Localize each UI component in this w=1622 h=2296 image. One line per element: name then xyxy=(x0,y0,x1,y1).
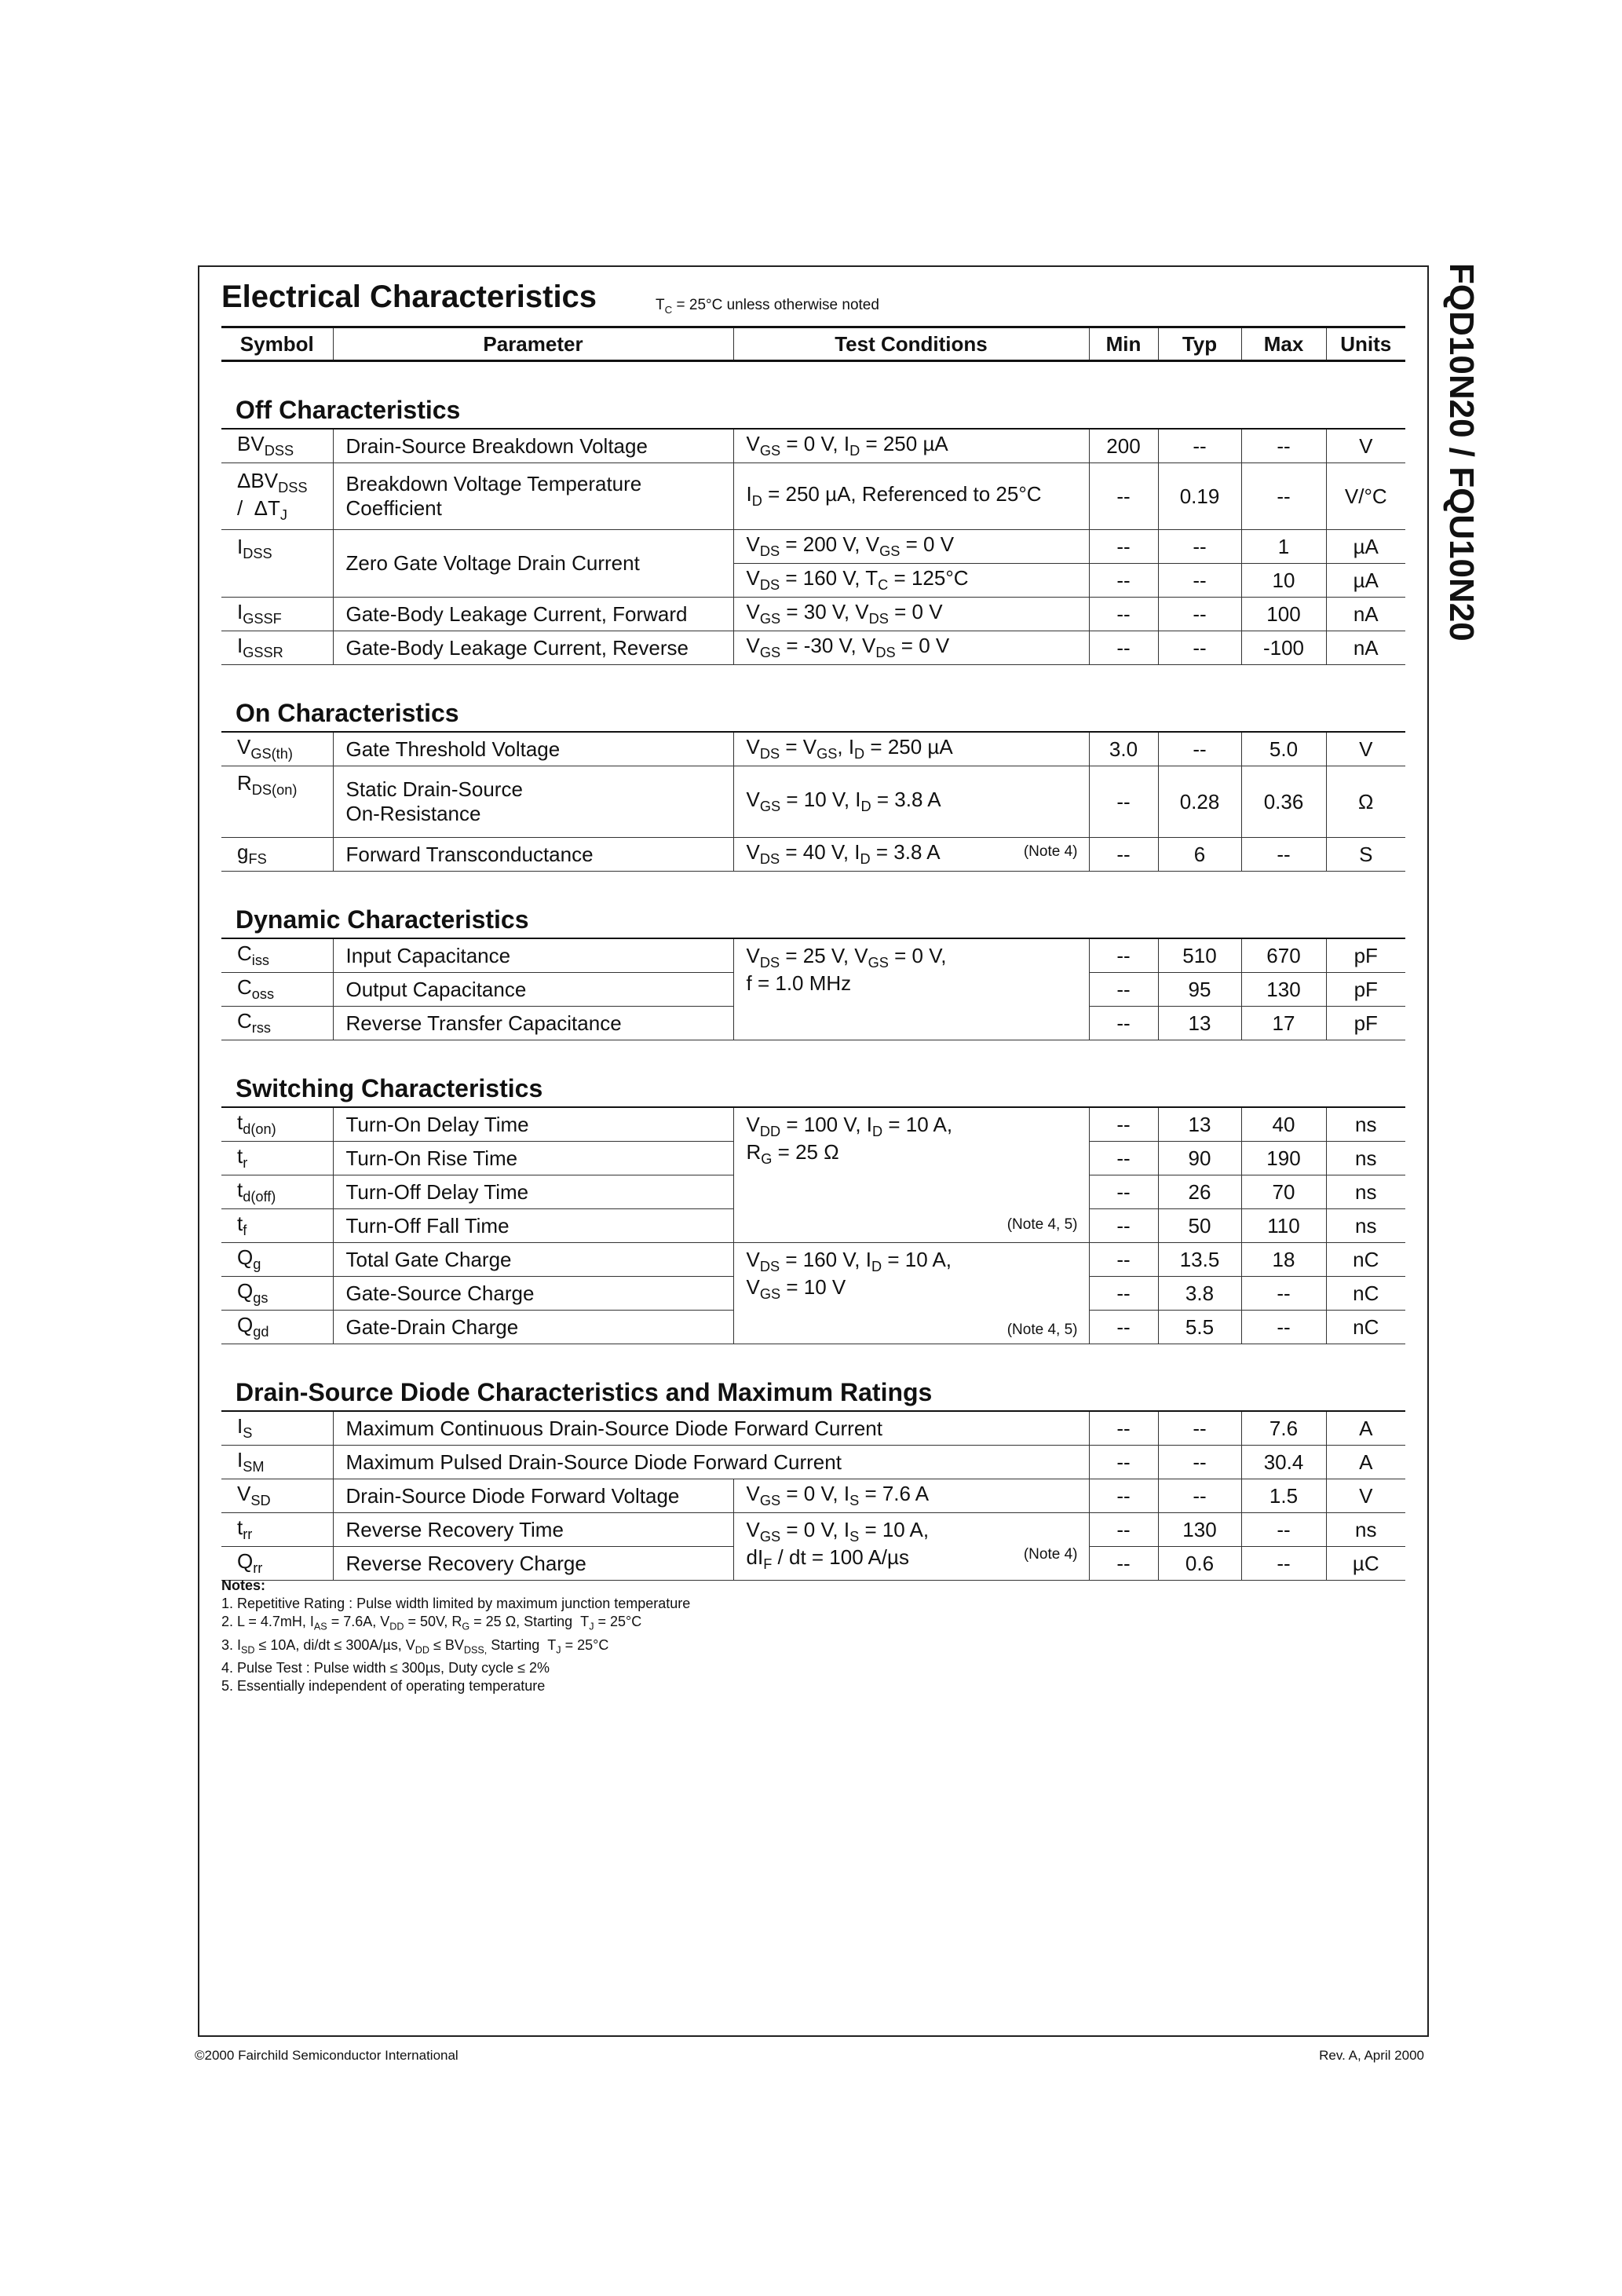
typ-cell: 13.5 xyxy=(1158,1243,1241,1277)
typ-cell: 95 xyxy=(1158,973,1241,1007)
col-min: Min xyxy=(1089,327,1158,361)
parameter-cell: Turn-Off Delay Time xyxy=(333,1175,733,1209)
min-cell: -- xyxy=(1089,1107,1158,1142)
note-ref: (Note 4) xyxy=(1023,843,1078,861)
typ-cell: -- xyxy=(1158,1446,1241,1479)
min-cell: -- xyxy=(1089,1209,1158,1243)
symbol-cell: $g_{FS}$ xyxy=(221,838,333,872)
parameter-cell: Reverse Recovery Time xyxy=(333,1513,733,1547)
max-cell: 40 xyxy=(1241,1107,1326,1142)
max-cell: -- xyxy=(1241,429,1326,463)
typ-cell: 130 xyxy=(1158,1513,1241,1547)
max-cell: 7.6 xyxy=(1241,1411,1326,1446)
condition-cell: $V_{GS} = 10$ V, $I_D = 3.8$ A xyxy=(733,766,1089,838)
note-ref: (Note 4) xyxy=(1023,1546,1078,1563)
condition-cell: $V_{GS} = 0$ V, $I_S = 10$ A, $dI_F$ / dt = 100 A/µs (Note 4) xyxy=(733,1513,1089,1581)
typ-cell: 0.28 xyxy=(1158,766,1241,838)
typ-cell: -- xyxy=(1158,1479,1241,1513)
typ-cell: 3.8 xyxy=(1158,1277,1241,1311)
table-row xyxy=(221,1513,1405,1547)
min-cell: -- xyxy=(1089,1243,1158,1277)
parameter-cell: Zero Gate Voltage Drain Current xyxy=(333,530,733,598)
symbol-cell: $I_{GSSF}$ xyxy=(221,598,333,631)
parameter-cell: Gate-Body Leakage Current, Forward xyxy=(333,598,733,631)
section-heading: Off Characteristics xyxy=(221,361,1405,430)
parameter-cell: Gate-Drain Charge xyxy=(333,1311,733,1344)
parameter-cell: Input Capacitance xyxy=(333,938,733,973)
max-cell: 190 xyxy=(1241,1142,1326,1175)
col-typ: Typ xyxy=(1158,327,1241,361)
typ-cell: 5.5 xyxy=(1158,1311,1241,1344)
symbol-cell: $t_{d(on)}$ xyxy=(221,1107,333,1142)
units-cell: nC xyxy=(1326,1243,1405,1277)
condition-cell: $V_{GS} = -30$ V, $V_{DS} = 0$ V xyxy=(733,631,1089,665)
units-cell: Ω xyxy=(1326,766,1405,838)
col-symbol: Symbol xyxy=(221,327,333,361)
symbol-cell: $C_{rss}$ xyxy=(221,1007,333,1040)
max-cell: -- xyxy=(1241,1277,1326,1311)
parameter-cell: Turn-Off Fall Time xyxy=(333,1209,733,1243)
parameter-cell: Maximum Continuous Drain-Source Diode Forward Current xyxy=(333,1411,1089,1446)
electrical-characteristics-table xyxy=(221,326,1405,1581)
max-cell: 30.4 xyxy=(1241,1446,1326,1479)
units-cell: nA xyxy=(1326,631,1405,665)
units-cell: µC xyxy=(1326,1547,1405,1581)
typ-cell: 0.19 xyxy=(1158,463,1241,530)
max-cell: 670 xyxy=(1241,938,1326,973)
min-cell: -- xyxy=(1089,1175,1158,1209)
notes-heading: Notes: xyxy=(221,1578,266,1593)
min-cell: -- xyxy=(1089,1446,1158,1479)
parameter-cell: Turn-On Rise Time xyxy=(333,1142,733,1175)
typ-cell: -- xyxy=(1158,631,1241,665)
units-cell: ns xyxy=(1326,1209,1405,1243)
condition-cell: $V_{DD} = 100$ V, $I_D = 10$ A, $R_G = 25$ Ω (Note 4, 5) xyxy=(733,1107,1089,1243)
typ-cell: 50 xyxy=(1158,1209,1241,1243)
min-cell: -- xyxy=(1089,1547,1158,1581)
parameter-cell: Reverse Recovery Charge xyxy=(333,1547,733,1581)
typ-cell: -- xyxy=(1158,429,1241,463)
typ-cell: -- xyxy=(1158,564,1241,598)
max-cell: -- xyxy=(1241,463,1326,530)
symbol-cell: $t_r$ xyxy=(221,1142,333,1175)
max-cell: 18 xyxy=(1241,1243,1326,1277)
table-row xyxy=(221,598,1405,631)
symbol-cell: $V_{GS(th)}$ xyxy=(221,732,333,766)
notes-block xyxy=(221,1577,690,1695)
max-cell: 100 xyxy=(1241,598,1326,631)
units-cell: µA xyxy=(1326,530,1405,564)
parameter-cell: Turn-On Delay Time xyxy=(333,1107,733,1142)
table-row xyxy=(221,938,1405,973)
symbol-cell: $I_{SM}$ xyxy=(221,1446,333,1479)
note-5: 5. Essentially independent of operating temperature xyxy=(221,1678,546,1695)
min-cell: -- xyxy=(1089,1007,1158,1040)
symbol-cell: $I_S$ xyxy=(221,1411,333,1446)
parameter-cell: Total Gate Charge xyxy=(333,1243,733,1277)
table-row xyxy=(221,631,1405,665)
condition-cell: $V_{DS} = 200$ V, $V_{GS} = 0$ V xyxy=(733,530,1089,564)
max-cell: 1.5 xyxy=(1241,1479,1326,1513)
symbol-cell: $t_f$ xyxy=(221,1209,333,1243)
units-cell: µA xyxy=(1326,564,1405,598)
units-cell: ns xyxy=(1326,1142,1405,1175)
condition-cell: $I_D = 250$ µA, Referenced to 25°C xyxy=(733,463,1089,530)
typ-cell: 510 xyxy=(1158,938,1241,973)
col-units: Units xyxy=(1326,327,1405,361)
max-cell: 0.36 xyxy=(1241,766,1326,838)
typ-cell: 90 xyxy=(1158,1142,1241,1175)
units-cell: ns xyxy=(1326,1513,1405,1547)
units-cell: V xyxy=(1326,429,1405,463)
max-cell: -- xyxy=(1241,1311,1326,1344)
col-parameter: Parameter xyxy=(333,327,733,361)
table-row xyxy=(221,463,1405,530)
parameter-cell: Maximum Pulsed Drain-Source Diode Forward Current xyxy=(333,1446,1089,1479)
title-row xyxy=(221,280,1407,324)
symbol-cell: $Q_g$ xyxy=(221,1243,333,1277)
units-cell: pF xyxy=(1326,973,1405,1007)
note-4: 4. Pulse Test : Pulse width ≤ 300µs, Duty cycle ≤ 2% xyxy=(221,1660,550,1676)
min-cell: -- xyxy=(1089,838,1158,872)
max-cell: 110 xyxy=(1241,1209,1326,1243)
min-cell: 3.0 xyxy=(1089,732,1158,766)
typ-cell: -- xyxy=(1158,530,1241,564)
units-cell: pF xyxy=(1326,938,1405,973)
parameter-cell: Drain-Source Diode Forward Voltage xyxy=(333,1479,733,1513)
condition-cell: $V_{DS} = V_{GS}$, $I_D = 250$ µA xyxy=(733,732,1089,766)
max-cell: -- xyxy=(1241,1547,1326,1581)
min-cell: -- xyxy=(1089,1479,1158,1513)
units-cell: nC xyxy=(1326,1277,1405,1311)
table-row xyxy=(221,1243,1405,1277)
typ-cell: 13 xyxy=(1158,1007,1241,1040)
units-cell: A xyxy=(1326,1411,1405,1446)
part-number-vertical-title: FQD10N20 / FQU10N20 xyxy=(1442,263,1481,642)
min-cell: -- xyxy=(1089,1277,1158,1311)
units-cell: A xyxy=(1326,1446,1405,1479)
typ-cell: -- xyxy=(1158,1411,1241,1446)
symbol-cell: $I_{DSS}$ xyxy=(221,530,333,598)
typ-cell: -- xyxy=(1158,732,1241,766)
typ-cell: 26 xyxy=(1158,1175,1241,1209)
note-1: 1. Repetitive Rating : Pulse width limited by maximum junction temperature xyxy=(221,1596,691,1611)
parameter-cell: Breakdown Voltage Temperature Coefficient xyxy=(333,463,733,530)
table-row xyxy=(221,766,1405,838)
title-note: $T_C = 25^\circ C$ unless otherwise noted xyxy=(656,297,879,316)
units-cell: ns xyxy=(1326,1175,1405,1209)
symbol-cell: $R_{DS(on)}$ xyxy=(221,766,333,838)
symbol-cell: $t_{d(off)}$ xyxy=(221,1175,333,1209)
condition-cell: $V_{GS} = 30$ V, $V_{DS} = 0$ V xyxy=(733,598,1089,631)
symbol-cell: $t_{rr}$ xyxy=(221,1513,333,1547)
units-cell: nC xyxy=(1326,1311,1405,1344)
section-heading: Switching Characteristics xyxy=(221,1040,1405,1108)
symbol-cell: $Q_{gs}$ xyxy=(221,1277,333,1311)
parameter-cell: Drain-Source Breakdown Voltage xyxy=(333,429,733,463)
parameter-cell: Gate-Source Charge xyxy=(333,1277,733,1311)
condition-cell: $V_{DS} = 25$ V, $V_{GS} = 0$ V, f = 1.0 MHz xyxy=(733,938,1089,1040)
min-cell: -- xyxy=(1089,1513,1158,1547)
condition-cell: $V_{GS} = 0$ V, $I_S = 7.6$ A xyxy=(733,1479,1089,1513)
table-row xyxy=(221,429,1405,463)
typ-cell: 0.6 xyxy=(1158,1547,1241,1581)
parameter-cell: Gate Threshold Voltage xyxy=(333,732,733,766)
symbol-cell: $C_{iss}$ xyxy=(221,938,333,973)
parameter-cell: Forward Transconductance xyxy=(333,838,733,872)
typ-cell: 6 xyxy=(1158,838,1241,872)
table-row xyxy=(221,1446,1405,1479)
max-cell: 17 xyxy=(1241,1007,1326,1040)
units-cell: ns xyxy=(1326,1107,1405,1142)
note-ref: (Note 4, 5) xyxy=(1006,1322,1078,1338)
units-cell: V xyxy=(1326,732,1405,766)
symbol-cell: $I_{GSSR}$ xyxy=(221,631,333,665)
min-cell: -- xyxy=(1089,938,1158,973)
symbol-cell: $Q_{rr}$ xyxy=(221,1547,333,1581)
max-cell: 70 xyxy=(1241,1175,1326,1209)
condition-cell: $V_{GS} = 0$ V, $I_D = 250$ µA xyxy=(733,429,1089,463)
units-cell: S xyxy=(1326,838,1405,872)
symbol-cell: $Q_{gd}$ xyxy=(221,1311,333,1344)
min-cell: -- xyxy=(1089,463,1158,530)
table-row xyxy=(221,1411,1405,1446)
typ-cell: 13 xyxy=(1158,1107,1241,1142)
parameter-cell: Gate-Body Leakage Current, Reverse xyxy=(333,631,733,665)
min-cell: -- xyxy=(1089,973,1158,1007)
units-cell: V/°C xyxy=(1326,463,1405,530)
max-cell: -100 xyxy=(1241,631,1326,665)
symbol-cell: $C_{oss}$ xyxy=(221,973,333,1007)
min-cell: -- xyxy=(1089,1311,1158,1344)
max-cell: 10 xyxy=(1241,564,1326,598)
note-ref: (Note 4, 5) xyxy=(1006,1216,1078,1233)
max-cell: -- xyxy=(1241,838,1326,872)
typ-cell: -- xyxy=(1158,598,1241,631)
min-cell: 200 xyxy=(1089,429,1158,463)
table-row xyxy=(221,530,1405,564)
min-cell: -- xyxy=(1089,766,1158,838)
condition-cell: $V_{DS} = 40$ V, $I_D = 3.8$ A (Note 4) xyxy=(733,838,1089,872)
col-max: Max xyxy=(1241,327,1326,361)
symbol-cell: $V_{SD}$ xyxy=(221,1479,333,1513)
max-cell: 1 xyxy=(1241,530,1326,564)
min-cell: -- xyxy=(1089,530,1158,564)
min-cell: -- xyxy=(1089,598,1158,631)
table-row xyxy=(221,838,1405,872)
min-cell: -- xyxy=(1089,564,1158,598)
section-heading: Dynamic Characteristics xyxy=(221,872,1405,939)
table-header-row xyxy=(221,327,1405,361)
section-heading: On Characteristics xyxy=(221,665,1405,733)
note-2: 2. L = 4.7mH, $I_{AS} = 7.6A$, $V_{DD} = 50V$, $R_G = 25$ Ω, Starting $T_J = 25^\circ C$ xyxy=(221,1614,642,1632)
min-cell: -- xyxy=(1089,1411,1158,1446)
note-3: 3. $I_{SD} \le 10A$, di/dt ≤ 300A/µs, $V_{DD} \le BV_{DSS,}$ Starting $T_J = 25^\circ C$ xyxy=(221,1636,609,1656)
max-cell: 5.0 xyxy=(1241,732,1326,766)
symbol-cell: $\Delta BV_{DSS}$ / $\Delta T_J$ xyxy=(221,463,333,530)
table-row xyxy=(221,1107,1405,1142)
section-heading: Drain-Source Diode Characteristics and Maximum Ratings xyxy=(221,1344,1405,1412)
table-row xyxy=(221,732,1405,766)
units-cell: V xyxy=(1326,1479,1405,1513)
max-cell: 130 xyxy=(1241,973,1326,1007)
footer-copyright: ©2000 Fairchild Semiconductor International xyxy=(195,2048,458,2063)
units-cell: nA xyxy=(1326,598,1405,631)
parameter-cell: Reverse Transfer Capacitance xyxy=(333,1007,733,1040)
condition-cell: $V_{DS} = 160$ V, $T_C = 125^\circ C$ xyxy=(733,564,1089,598)
symbol-cell: $BV_{DSS}$ xyxy=(221,429,333,463)
col-test-conditions: Test Conditions xyxy=(733,327,1089,361)
table-row xyxy=(221,1479,1405,1513)
min-cell: -- xyxy=(1089,1142,1158,1175)
units-cell: pF xyxy=(1326,1007,1405,1040)
parameter-cell: Static Drain-Source On-Resistance xyxy=(333,766,733,838)
footer-revision: Rev. A, April 2000 xyxy=(1319,2048,1424,2063)
parameter-cell: Output Capacitance xyxy=(333,973,733,1007)
min-cell: -- xyxy=(1089,631,1158,665)
condition-cell: $V_{DS} = 160$ V, $I_D = 10$ A, $V_{GS} = 10$ V (Note 4, 5) xyxy=(733,1243,1089,1344)
max-cell: -- xyxy=(1241,1513,1326,1547)
page-title: Electrical Characteristics xyxy=(221,280,597,314)
